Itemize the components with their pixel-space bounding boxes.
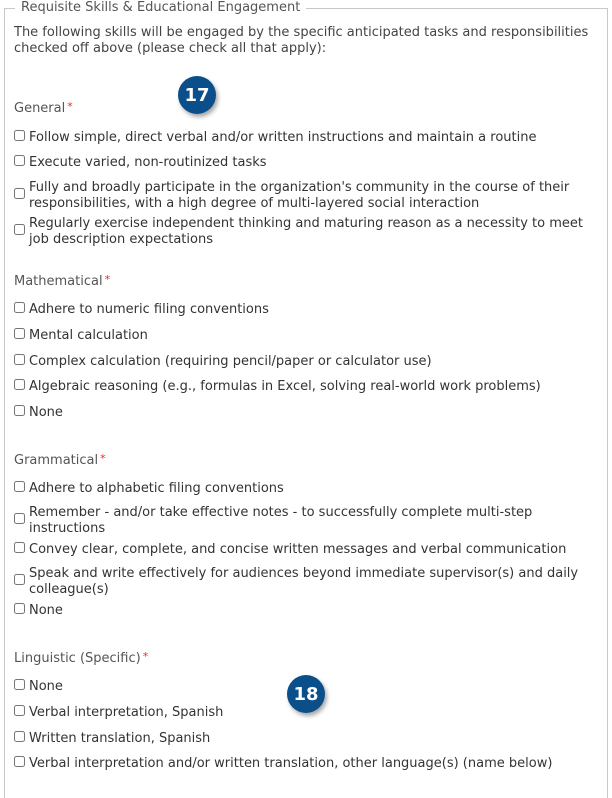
option-math-none[interactable]: None [14,405,589,421]
checkbox[interactable] [14,328,25,339]
option-gram-notes[interactable]: Remember - and/or take effective notes - to successfully complete multi-step instructions [14,505,589,537]
checkbox[interactable] [14,731,25,742]
option-ling-verbal-spanish[interactable]: Verbal interpretation, Spanish [14,705,589,721]
checkbox[interactable] [14,679,25,690]
group-label-mathematical: Mathematical * [14,273,111,289]
checkbox[interactable] [14,155,25,166]
option-ling-other-language[interactable]: Verbal interpretation and/or written translation, other language(s) (name below) [14,756,589,772]
option-math-complex[interactable]: Complex calculation (requiring pencil/paper or calculator use) [14,354,589,370]
option-general-varied-tasks[interactable]: Execute varied, non-routinized tasks [14,155,589,171]
required-marker: * [67,100,73,113]
checkbox[interactable] [14,756,25,767]
option-general-participate[interactable]: Fully and broadly participate in the organization's community in the course of their responsibilities, with a high degree of multi-layered social interaction [14,180,589,212]
option-gram-alphabetic-filing[interactable]: Adhere to alphabetic filing conventions [14,481,589,497]
checkbox[interactable] [14,513,25,524]
checkbox[interactable] [14,603,25,614]
checkbox[interactable] [14,302,25,313]
option-general-follow-instructions[interactable]: Follow simple, direct verbal and/or written instructions and maintain a routine [14,130,589,146]
checkbox[interactable] [14,574,25,585]
step-badge-17: 17 [178,76,216,114]
option-math-numeric-filing[interactable]: Adhere to numeric filing conventions [14,302,589,318]
checkbox[interactable] [14,481,25,492]
required-marker: * [142,650,149,663]
step-badge-18: 18 [287,675,325,713]
option-general-independent-thinking[interactable]: Regularly exercise independent thinking and maturing reason as a necessity to meet job description expectations [14,216,589,248]
option-math-mental[interactable]: Mental calculation [14,328,589,344]
option-gram-convey[interactable]: Convey clear, complete, and concise written messages and verbal communication [14,542,589,558]
option-gram-none[interactable]: None [14,603,589,619]
fieldset-legend: Requisite Skills & Educational Engagement [15,0,306,16]
checkbox[interactable] [14,705,25,716]
group-label-linguistic: Linguistic (Specific) * [14,650,149,666]
required-marker: * [104,273,111,286]
checkbox[interactable] [14,130,25,141]
checkbox[interactable] [14,379,25,390]
required-marker: * [100,452,106,465]
option-ling-written-spanish[interactable]: Written translation, Spanish [14,731,589,747]
checkbox[interactable] [14,354,25,365]
checkbox[interactable] [14,542,25,553]
option-math-algebraic[interactable]: Algebraic reasoning (e.g., formulas in Excel, solving real-world work problems) [14,379,589,395]
group-label-general: General * [14,100,73,116]
option-ling-none[interactable]: None [14,679,589,695]
checkbox[interactable] [14,224,25,235]
group-label-grammatical: Grammatical * [14,452,106,468]
option-gram-speak-write[interactable]: Speak and write effectively for audiences beyond immediate supervisor(s) and daily colleague(s) [14,566,589,598]
intro-text: The following skills will be engaged by the specific anticipated tasks and responsibilities checked off above (please check all that apply): [14,25,589,56]
checkbox[interactable] [14,188,25,199]
checkbox[interactable] [14,405,25,416]
